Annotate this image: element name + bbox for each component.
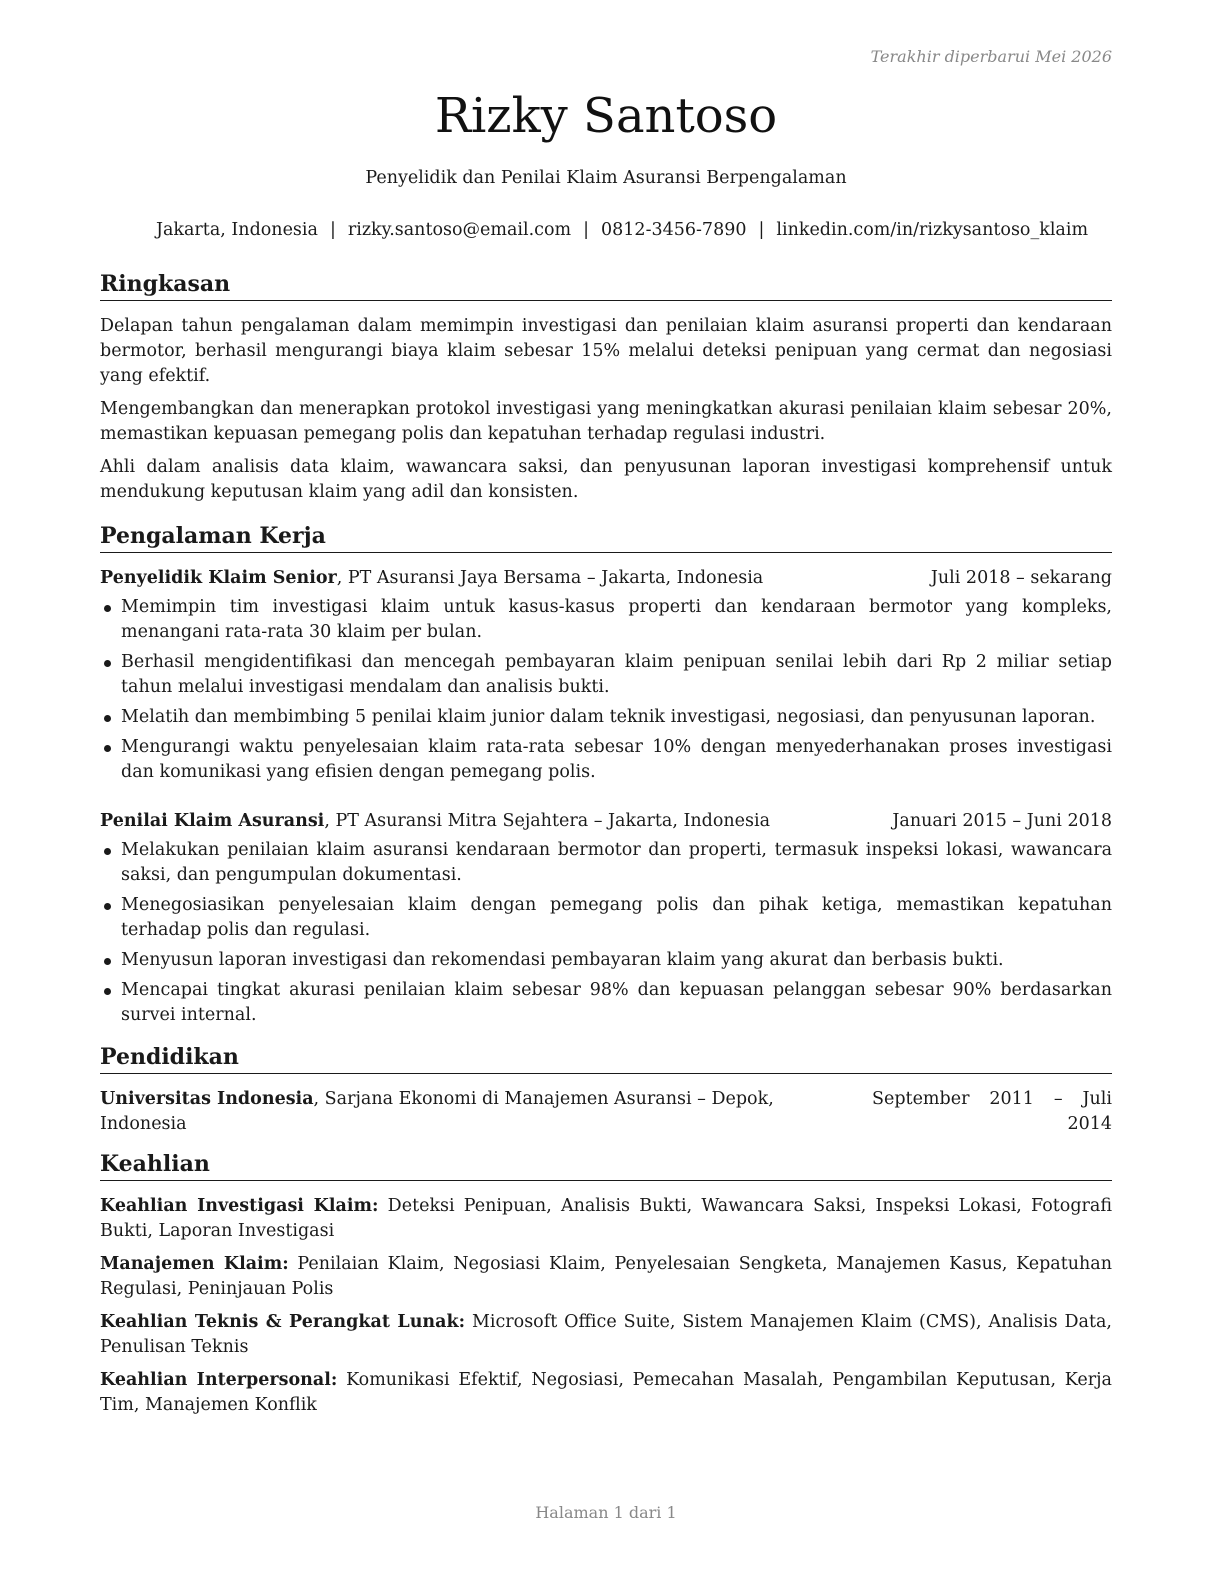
job-bullet: Berhasil mengidentifikasi dan mencegah pembayaran klaim penipuan senilai lebih dari Rp 2 miliar setiap tahun melalui investigasi mendalam dan analisis bukti. <box>100 650 1112 700</box>
skill-group-label: Manajemen Klaim: <box>100 1254 289 1274</box>
job-bullet: Melakukan penilaian klaim asuransi kendaraan bermotor dan properti, termasuk inspeksi lokasi, wawancara saksi, dan pengumpulan dokumentasi. <box>100 838 1112 888</box>
section-heading: Pendidikan <box>100 1042 1112 1074</box>
candidate-tagline: Penyelidik dan Penilai Klaim Asuransi Berpengalaman <box>365 168 847 188</box>
job-bullet: Menyusun laporan investigasi dan rekomendasi pembayaran klaim yang akurat dan berbasis bukti. <box>100 948 1112 973</box>
skill-group-items: Komunikasi Efektif, Negosiasi, Pemecahan Masalah, Pengambilan Keputusan, Kerja Tim, Manajemen Konflik <box>100 1370 1112 1415</box>
education-degree: , Sarjana Ekonomi di Manajemen Asuransi – Depok, Indonesia <box>100 1089 774 1134</box>
section-heading: Keahlian <box>100 1149 1112 1181</box>
section-heading: Pengalaman Kerja <box>100 521 1112 553</box>
job-role: Penyelidik Klaim Senior <box>100 568 337 588</box>
education-dates: September 2011 – Juli 2014 <box>872 1089 1112 1134</box>
job-company: , PT Asuransi Jaya Bersama – Jakarta, Indonesia <box>336 568 764 588</box>
summary-section <box>100 269 1112 505</box>
job-bullet: Memimpin tim investigasi klaim untuk kasus-kasus properti dan kendaraan bermotor yang kompleks, menangani rata-rata 30 klaim per bulan. <box>100 595 1112 645</box>
education-entry <box>100 1087 1112 1137</box>
contact-location: Jakarta, Indonesia <box>155 220 318 240</box>
job-role: Penilai Klaim Asuransi <box>100 811 325 831</box>
contact-linkedin[interactable]: linkedin.com/in/rizkysantoso_klaim <box>776 220 1089 240</box>
job-bullets <box>100 595 1112 785</box>
job-company: , PT Asuransi Mitra Sejahtera – Jakarta, Indonesia <box>324 811 771 831</box>
contact-separator: | <box>329 220 336 240</box>
contact-phone: 0812-3456-7890 <box>601 220 747 240</box>
skill-group <box>100 1252 1112 1302</box>
job-bullet: Menegosiasikan penyelesaian klaim dengan pemegang polis dan pihak ketiga, memastikan kepatuhan terhadap polis dan regulasi. <box>100 893 1112 943</box>
section-heading: Ringkasan <box>100 269 1112 301</box>
job-header <box>100 809 1112 834</box>
last-updated: Terakhir diperbarui Mei 2026 <box>870 47 1112 66</box>
skill-group-items: Deteksi Penipuan, Analisis Bukti, Wawancara Saksi, Inspeksi Lokasi, Fotografi Bukti, Laporan Investigasi <box>100 1196 1113 1241</box>
contact-separator: | <box>583 220 590 240</box>
job-dates: Januari 2015 – Juni 2018 <box>892 811 1112 831</box>
candidate-name: Rizky Santoso <box>434 88 778 144</box>
summary-paragraph: Ahli dalam analisis data klaim, wawancara saksi, dan penyusunan laporan investigasi komprehensif untuk mendukung keputusan klaim yang adil dan konsisten. <box>100 457 1112 502</box>
contact-separator: | <box>758 220 765 240</box>
job-entry <box>100 809 1112 1028</box>
summary-paragraph: Delapan tahun pengalaman dalam memimpin investigasi dan penilaian klaim asuransi properti dan kendaraan bermotor, berhasil mengurangi biaya klaim sebesar 15% melalui deteksi penipuan yang cermat dan negosiasi yang efektif. <box>100 316 1112 386</box>
contact-email[interactable]: rizky.santoso@email.com <box>347 220 572 240</box>
job-bullet: Mencapai tingkat akurasi penilaian klaim sebesar 98% dan kepuasan pelanggan sebesar 90% berdasarkan survei internal. <box>100 978 1112 1028</box>
resume-page <box>100 0 1112 1584</box>
resume-content <box>100 269 1112 1434</box>
skill-group <box>100 1194 1112 1244</box>
skill-group-items: Microsoft Office Suite, Sistem Manajemen Klaim (CMS), Analisis Data, Penulisan Teknis <box>100 1312 1112 1357</box>
job-entry <box>100 566 1112 785</box>
skill-group-items: Penilaian Klaim, Negosiasi Klaim, Penyelesaian Sengketa, Manajemen Kasus, Kepatuhan Regulasi, Peninjauan Polis <box>100 1254 1112 1299</box>
job-bullet: Melatih dan membimbing 5 penilai klaim junior dalam teknik investigasi, negosiasi, dan penyusunan laporan. <box>100 705 1112 730</box>
experience-section <box>100 521 1112 1028</box>
skill-group <box>100 1310 1112 1360</box>
skill-group-label: Keahlian Interpersonal: <box>100 1370 338 1390</box>
summary-paragraph: Mengembangkan dan menerapkan protokol investigasi yang meningkatkan akurasi penilaian klaim sebesar 20%, memastikan kepuasan pemegang polis dan kepatuhan terhadap regulasi industri. <box>100 399 1112 444</box>
contact-line <box>92 218 1152 243</box>
page-number: Halaman 1 dari 1 <box>535 1503 677 1522</box>
job-dates: Juli 2018 – sekarang <box>930 568 1112 588</box>
education-section <box>100 1042 1112 1137</box>
job-bullet: Mengurangi waktu penyelesaian klaim rata-rata sebesar 10% dengan menyederhanakan proses investigasi dan komunikasi yang efisien dengan pemegang polis. <box>100 735 1112 785</box>
skill-group-label: Keahlian Teknis & Perangkat Lunak: <box>100 1312 466 1332</box>
skill-group-label: Keahlian Investigasi Klaim: <box>100 1196 379 1216</box>
job-header <box>100 566 1112 591</box>
job-bullets <box>100 838 1112 1028</box>
education-school: Universitas Indonesia <box>100 1089 314 1109</box>
skills-section <box>100 1149 1112 1418</box>
skill-group <box>100 1368 1112 1418</box>
